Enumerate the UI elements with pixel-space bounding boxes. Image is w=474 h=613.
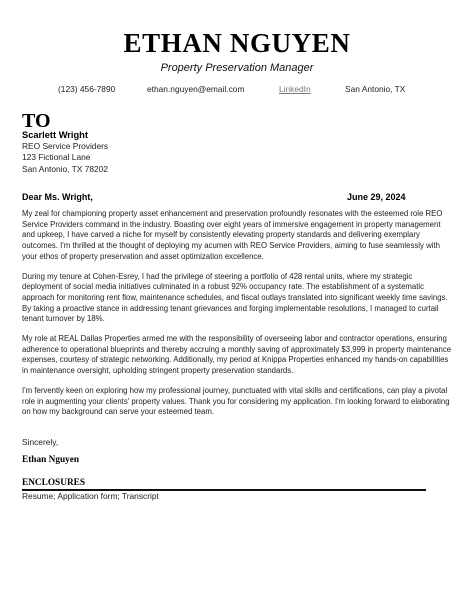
linkedin-link[interactable]: LinkedIn xyxy=(279,84,311,94)
phone-number: (123) 456-7890 xyxy=(58,84,116,94)
email-address[interactable]: ethan.nguyen@email.com xyxy=(147,84,245,94)
signature-name: Ethan Nguyen xyxy=(22,455,80,465)
applicant-name: ETHAN NGUYEN xyxy=(123,28,351,58)
letter-date: June 29, 2024 xyxy=(347,192,406,202)
enclosures-list: Resume; Application form; Transcript xyxy=(22,491,159,501)
body-paragraph: My role at REAL Dallas Properties armed me with the responsibility of overseeing labor and contractor operations, ensuring adherence to operational blueprints and thereby accruing a monthly saving of approximately $3,999 in property maintenance expenses, courtesy of strategic networking. Additionally, my period at Knippa Properties enhanced my hands-on capabilities in maintenance oversight, upholding stringent property preservation standards. xyxy=(22,334,452,376)
recipient-block xyxy=(22,130,108,175)
closing-phrase: Sincerely, xyxy=(22,437,59,447)
body-paragraph: My zeal for championing property asset enhancement and preservation profoundly resonates with the esteemed role REO Service Providers command in the industry. Boasting over eight years of immersive engagement in property management and upkeep, I have carved a niche for myself by consistently elevating property standards and delivering exemplary outcomes. I'm thrilled at the thought of deploying my acumen with REO Service Providers, aiming to fuse seamlessly with your ethos of property preservation and asset optimization excellence. xyxy=(22,209,443,261)
recipient-name: Scarlett Wright xyxy=(22,130,88,140)
body-paragraph: I'm fervently keen on exploring how my professional journey, punctuated with vital skills and certifications, can play a pivotal role in augmenting your clients' property values. Thank you for considering my application. I'm looking forward to elaborating on how my background can serve your esteemed team. xyxy=(22,385,450,417)
recipient-address-line-2: San Antonio, TX 78202 xyxy=(22,163,108,174)
body-paragraph: During my tenure at Cohen-Esrey, I had the privilege of steering a portfolio of 428 rental units, where my strategic deployment of social media initiatives culminated in a robust 92% occupancy rate. The establishment of a systematic approach for monitoring rent flow, maintenance schedules, and fiscal outlays translated into significant weekly time savings. By taking a proactive stance in addressing tenant grievances and forging implementable resolutions, I managed to curtail tenant turnover by 18%. xyxy=(22,271,448,324)
to-heading: TO xyxy=(22,110,51,132)
recipient-company: REO Service Providers xyxy=(22,141,109,152)
salutation: Dear Ms. Wright, xyxy=(22,192,93,202)
letter-body xyxy=(22,209,452,427)
recipient-address-line-1: 123 Fictional Lane xyxy=(22,152,91,163)
location: San Antonio, TX xyxy=(345,84,406,94)
job-title: Property Preservation Manager xyxy=(160,62,314,74)
enclosures-heading: ENCLOSURES xyxy=(22,478,86,488)
